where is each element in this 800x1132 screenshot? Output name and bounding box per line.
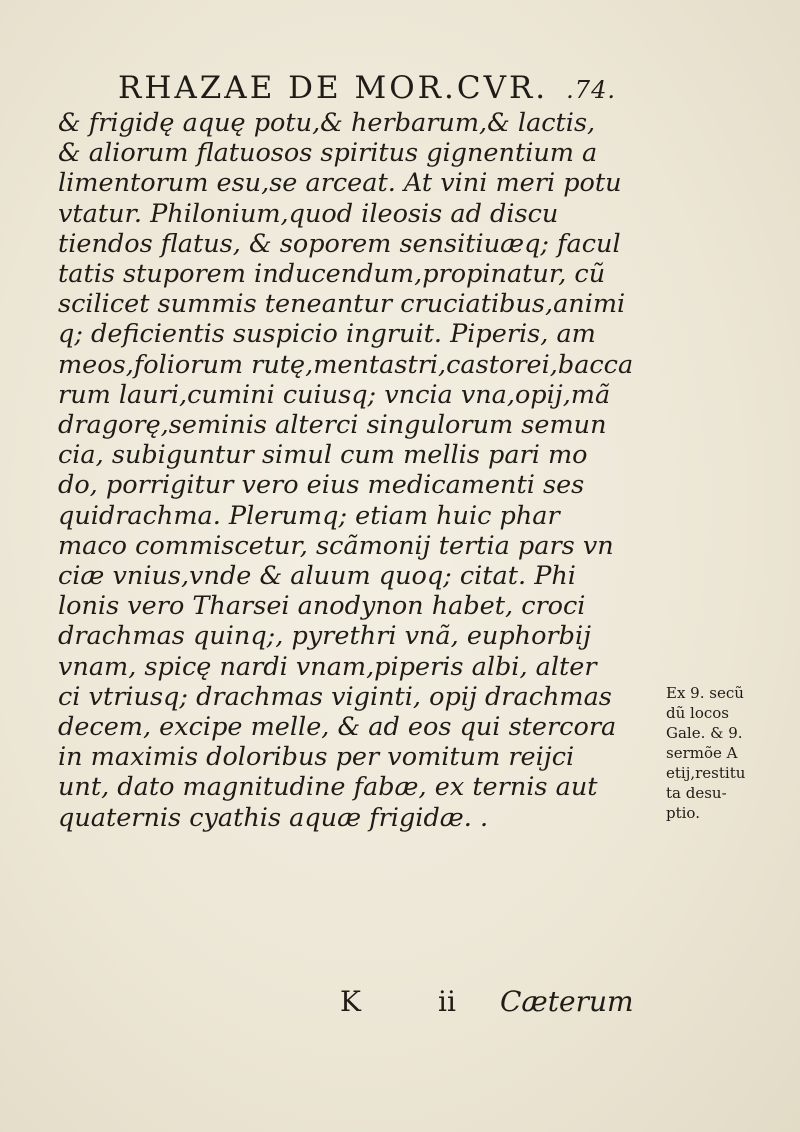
text-line: decem, excipe melle, & ad eos qui stercora <box>58 712 617 743</box>
text-line: meos,foliorum rutę,mentastri,castorei,bacca <box>58 349 634 380</box>
margin-note-line: ta desu- <box>666 784 727 802</box>
text-line: scilicet summis teneantur cruciatibus,animi <box>58 289 626 320</box>
text-line: dragorę,seminis alterci singulorum semun <box>58 410 607 441</box>
running-header <box>118 70 638 106</box>
text-line: tatis stuporem inducendum,propinatur, cũ <box>58 259 606 290</box>
text-line: vtatur. Philonium,quod ileosis ad discu <box>58 198 559 229</box>
text-line: q; deficientis suspicio ingruit. Piperis, am <box>58 319 596 350</box>
text-line: cia, subiguntur simul cum mellis pari mo <box>58 440 588 471</box>
text-line: quidrachma. Plerumq; etiam huic phar <box>58 500 560 531</box>
text-line: ci vtriusq; drachmas viginti, opij drachmas <box>58 681 612 712</box>
text-line: do, porrigitur vero eius medicamenti ses <box>58 470 585 501</box>
text-line: maco commiscetur, scãmonij tertia pars vn <box>58 530 614 561</box>
text-line: & frigidę aquę potu,& herbarum,& lactis, <box>58 108 596 138</box>
margin-note-line: Gale. & 9. <box>666 724 743 742</box>
text-line: quaternis cyathis aquæ frigidæ. . <box>58 802 489 833</box>
text-line: lonis vero Tharsei anodynon habet, croci <box>58 591 586 622</box>
text-line: ciæ vnius,vnde & aluum quoq; citat. Phi <box>58 561 576 592</box>
main-text-block <box>58 108 658 833</box>
text-line: in maximis doloribus per vomitum reijci <box>58 742 575 773</box>
margin-note-line: Ex 9. secũ <box>666 684 744 702</box>
marginal-note <box>666 683 776 823</box>
page-footer <box>58 985 678 1025</box>
running-title: RHAZAE DE MOR.CVR. <box>118 70 549 106</box>
text-line: unt, dato magnitudine fabæ, ex ternis aut <box>58 772 598 803</box>
catchword: Cæterum <box>500 985 634 1018</box>
signature-mark: K <box>340 985 361 1018</box>
text-line: tiendos flatus, & soporem sensitiuæq; facul <box>58 228 621 259</box>
text-line: & aliorum flatuosos spiritus gignentium a <box>58 138 598 169</box>
text-line: vnam, spicę nardi vnam,piperis albi, alter <box>58 651 597 682</box>
margin-note-line: etij,restitu <box>666 764 746 782</box>
text-line: drachmas quinq;, pyrethri vnã, euphorbij <box>58 621 592 652</box>
margin-note-line: ptio. <box>666 804 700 822</box>
text-line: rum lauri,cumini cuiusq; vncia vna,opij,mã <box>58 379 611 410</box>
text-line: limentorum esu,se arceat. At vini meri potu <box>58 168 622 199</box>
signature-number: ii <box>438 985 456 1018</box>
margin-note-line: dũ locos <box>666 704 729 722</box>
margin-note-line: sermõe A <box>666 744 738 762</box>
folio-number: .74. <box>566 76 616 104</box>
